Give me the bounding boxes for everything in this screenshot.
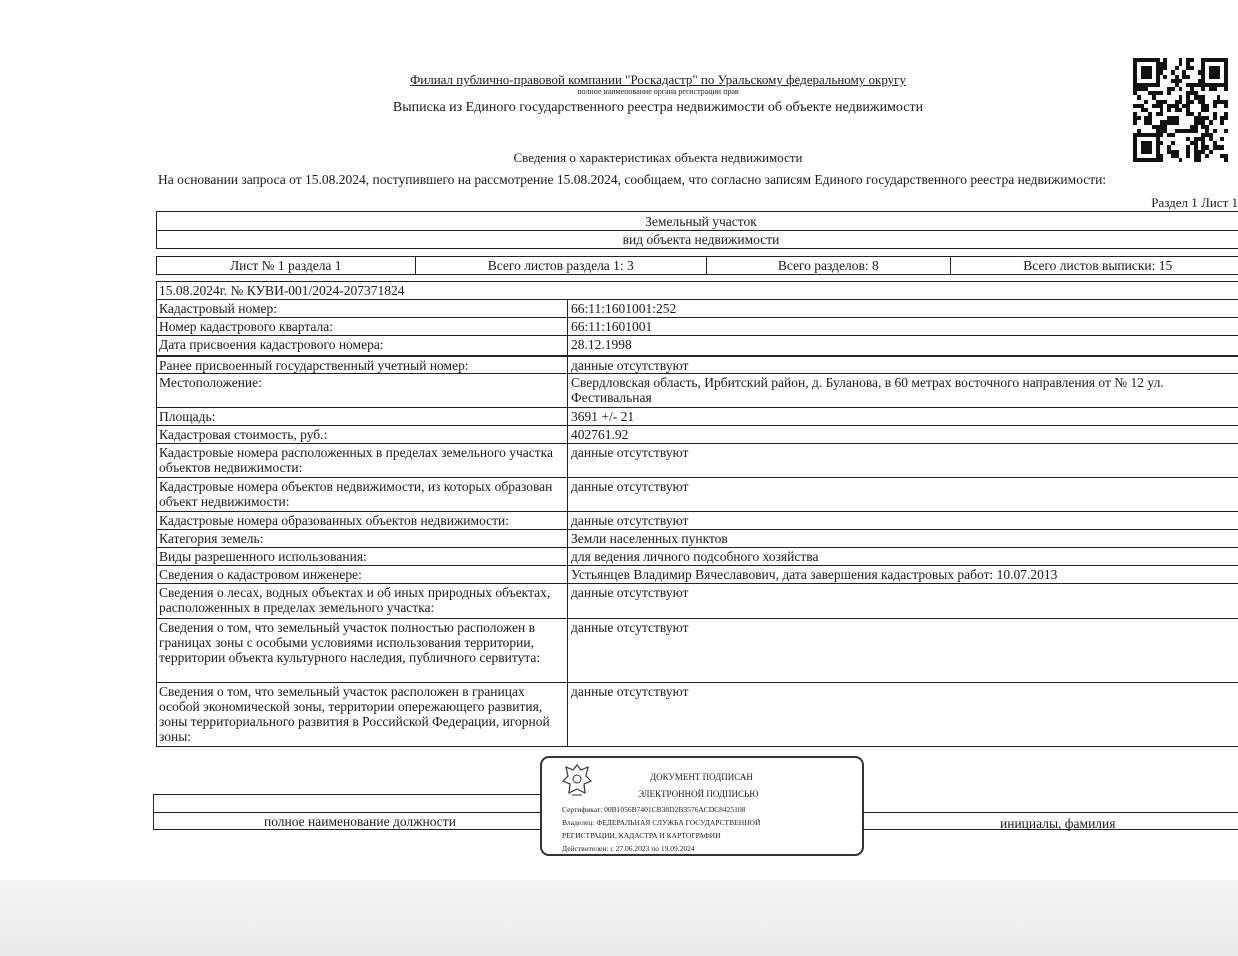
row-label: Ранее присвоенный государственный учетный номер: — [159, 358, 469, 373]
row-label: Виды разрешенного использования: — [159, 549, 367, 564]
name-label: инициалы, фамилия — [1000, 816, 1116, 831]
certificate-owner-cont: РЕГИСТРАЦИИ, КАДАСТРА И КАРТОГРАФИИ — [562, 831, 721, 840]
row-label: Кадастровый номер: — [159, 301, 278, 316]
section-reference: Раздел 1 Лист 1 — [1151, 195, 1238, 210]
row-label: Дата присвоения кадастрового номера: — [159, 337, 384, 352]
row-label: Местоположение: — [159, 375, 262, 390]
record-id: 15.08.2024г. № КУВИ-001/2024-207371824 — [159, 283, 405, 298]
table-row — [157, 548, 1238, 566]
row-value: данные отсутствуют — [571, 358, 689, 373]
row-value: данные отсутствуют — [571, 620, 689, 635]
signature-title: ДОКУМЕНТ ПОДПИСАН — [650, 772, 753, 782]
extract-title: Выписка из Единого государственного реестра недвижимости об объекте недвижимости — [392, 100, 924, 115]
row-value: данные отсутствуют — [571, 445, 689, 460]
row-value: Земли населенных пунктов — [571, 531, 728, 546]
row-value: 28.12.1998 — [571, 337, 632, 352]
table-row — [157, 683, 1238, 747]
request-text: На основании запроса от 15.08.2024, поступившего на рассмотрение 15.08.2024, сообщаем, что согласно записям Единого государственного реестра недвижимости: — [158, 172, 1107, 187]
sheet-number: Лист № 1 раздела 1 — [157, 257, 416, 274]
section-title: Сведения о характеристиках объекта недвижимости — [513, 150, 803, 165]
row-label: Кадастровая стоимость, руб.: — [159, 427, 328, 442]
sheets-in-section: Всего листов раздела 1: 3 — [416, 257, 707, 274]
sheet-info-row — [156, 256, 1238, 275]
row-value: данные отсутствуют — [571, 479, 689, 494]
table-row — [157, 408, 1238, 426]
row-label: Сведения о лесах, водных объектах и об иных природных объектах, расположенных в пределах земельного участка: — [159, 585, 551, 615]
table-row — [157, 300, 1238, 318]
qr-code-icon — [1133, 58, 1228, 162]
record-id-row — [157, 282, 1238, 300]
table-row — [157, 478, 1238, 512]
sheets-total: Всего листов выписки: 15 — [1023, 258, 1173, 273]
certificate-number: Сертификат: 00B1056B7401CB38D2B3576ACDC8425108 — [562, 805, 746, 814]
table-row — [157, 444, 1238, 478]
row-label: Сведения о том, что земельный участок расположен в границах особой экономической зоны, территории опережающего развития, зоны территориального развития в Российской Федерации, игорной зоны: — [159, 684, 550, 744]
table-row — [157, 619, 1238, 683]
table-row — [157, 374, 1238, 408]
row-value: данные отсутствуют — [571, 585, 689, 600]
row-value: для ведения личного подсобного хозяйства — [571, 549, 819, 564]
row-value: 402761.92 — [571, 427, 629, 442]
row-value: Свердловская область, Ирбитский район, д. Буланова, в 60 метрах восточного направления от № 12 ул. Фестивальная — [571, 375, 1164, 405]
row-label: Кадастровые номера расположенных в пределах земельного участка объектов недвижимости: — [159, 445, 553, 475]
table-row — [157, 512, 1238, 530]
row-label: Категория земель: — [159, 531, 264, 546]
row-value: 66:11:1601001:252 — [571, 301, 677, 316]
table-row — [157, 530, 1238, 548]
row-label: Сведения о том, что земельный участок полностью расположен в границах зоны с особыми условиями использования территории, территории объекта культурного наследия, публичного сервитута: — [159, 620, 541, 665]
table-row — [157, 336, 1238, 356]
table-row — [157, 566, 1238, 584]
object-type-box — [156, 211, 1238, 249]
row-label: Сведения о кадастровом инженере: — [159, 567, 362, 582]
row-label: Номер кадастрового квартала: — [159, 319, 333, 334]
object-type: Земельный участок — [645, 214, 757, 229]
table-row — [157, 318, 1238, 336]
object-type-note: вид объекта недвижимости — [622, 232, 780, 247]
row-value: данные отсутствуют — [571, 513, 689, 528]
certificate-validity: Действителен: с 27.06.2023 по 19.09.2024 — [562, 844, 695, 853]
characteristics-table — [156, 281, 1238, 747]
organization-note: полное наименование органа регистрации прав — [577, 87, 739, 96]
table-row — [157, 426, 1238, 444]
row-label: Кадастровые номера объектов недвижимости, из которых образован объект недвижимости: — [159, 479, 553, 509]
row-value: 3691 +/- 21 — [571, 409, 635, 424]
row-value: 66:11:1601001 — [571, 319, 653, 334]
row-value: Устьянцев Владимир Вячеславович, дата завершения кадастровых работ: 10.07.2013 — [571, 567, 1058, 582]
electronic-signature-stamp — [540, 756, 864, 856]
certificate-owner: Владелец: ФЕДЕРАЛЬНАЯ СЛУЖБА ГОСУДАРСТВЕННОЙ — [562, 818, 761, 827]
table-row — [157, 356, 1238, 374]
emblem-icon — [560, 762, 594, 800]
row-label: Площадь: — [159, 409, 216, 424]
organization-name: Филиал публично-правовой компании "Роскадастр" по Уральскому федеральному округу — [410, 72, 906, 87]
sections-total: Всего разделов: 8 — [707, 257, 951, 274]
row-label: Кадастровые номера образованных объектов недвижимости: — [159, 513, 510, 528]
table-row — [157, 584, 1238, 619]
row-value: данные отсутствуют — [571, 684, 689, 699]
position-label: полное наименование должности — [264, 814, 456, 829]
signature-subtitle: ЭЛЕКТРОННОЙ ПОДПИСЬЮ — [638, 789, 759, 799]
